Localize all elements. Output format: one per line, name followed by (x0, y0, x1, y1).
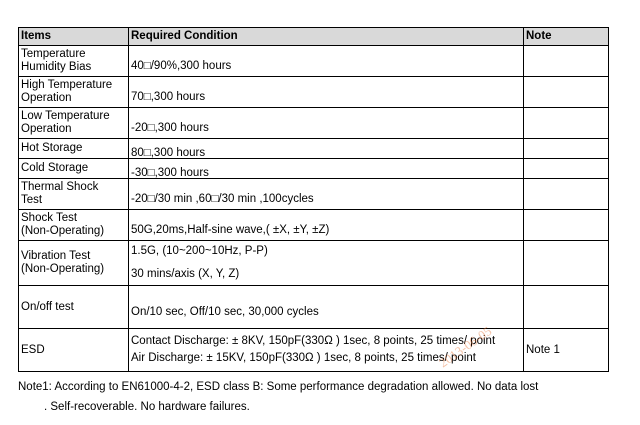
note-cell (524, 286, 609, 329)
condition-text: -20□/30 min ,60□/30 min ,100cycles (131, 192, 314, 205)
item-cell (19, 139, 129, 159)
item-cell (19, 46, 129, 77)
item-cell (19, 329, 129, 372)
condition-cell (129, 210, 524, 241)
condition-text: 50G,20ms,Half-sine wave,( ±X, ±Y, ±Z) (131, 223, 330, 236)
item-cell (19, 286, 129, 329)
condition-cell (129, 108, 524, 139)
item-label: Humidity Bias (21, 61, 92, 73)
note-cell (524, 46, 609, 77)
condition-text: 80□,300 hours (131, 147, 206, 159)
item-label: Test (21, 194, 43, 206)
condition-cell (129, 286, 524, 329)
reliability-test-table (18, 27, 609, 372)
item-cell (19, 179, 129, 210)
footnotes (18, 380, 628, 414)
condition-text: 70□,300 hours (131, 90, 206, 103)
item-label: Thermal Shock (21, 181, 99, 193)
table-row (19, 241, 609, 286)
item-cell (19, 159, 129, 179)
condition-cell (129, 329, 524, 372)
item-label: Operation (21, 123, 72, 135)
condition-text: 1.5G, (10~200~10Hz, P-P) (131, 245, 268, 257)
note-cell (524, 77, 609, 108)
condition-text: Contact Discharge: ± 8KV, 150pF(330Ω ) 1sec, 8 points, 25 times/ point (131, 335, 496, 347)
table-row (19, 210, 609, 241)
header-required-condition: Required Condition (129, 28, 524, 46)
footnote-line: Note1: According to EN61000-4-2, ESD class B: Some performance degradation allowed. No data lost (18, 381, 539, 393)
note-cell (524, 179, 609, 210)
item-cell (19, 77, 129, 108)
table-header-row (19, 28, 609, 46)
item-label: Temperature (21, 48, 86, 60)
header-items: Items (19, 28, 129, 46)
item-label: Vibration Test (21, 250, 91, 262)
header-note: Note (524, 28, 609, 46)
item-label: On/off test (21, 300, 74, 313)
condition-cell (129, 179, 524, 210)
table-row (19, 329, 609, 372)
item-label: High Temperature (21, 79, 113, 91)
watermark-stamp: 2013-06-05 (436, 323, 495, 371)
note-cell (524, 241, 609, 286)
table-row (19, 77, 609, 108)
condition-text: Air Discharge: ± 15KV, 150pF(330Ω ) 1sec, 8 points, 25 times/ point (131, 352, 476, 364)
table-row (19, 46, 609, 77)
note-cell (524, 210, 609, 241)
table-row (19, 286, 609, 329)
item-label: (Non-Operating) (21, 263, 105, 275)
condition-text: On/10 sec, Off/10 sec, 30,000 cycles (131, 305, 319, 318)
item-cell (19, 241, 129, 286)
condition-cell (129, 241, 524, 286)
condition-cell (129, 46, 524, 77)
condition-text: -30□,300 hours (131, 167, 209, 179)
footnote-line: . Self-recoverable. No hardware failures. (44, 401, 250, 413)
note-cell (524, 159, 609, 179)
note-cell (524, 139, 609, 159)
condition-text: 30 mins/axis (X, Y, Z) (131, 268, 240, 280)
item-cell (19, 108, 129, 139)
note-cell: Note 1 (524, 329, 609, 372)
table-row (19, 108, 609, 139)
table-row (19, 139, 609, 159)
item-label: (Non-Operating) (21, 225, 105, 237)
condition-cell (129, 159, 524, 179)
item-label: ESD (21, 343, 45, 356)
note-cell (524, 108, 609, 139)
condition-text: 40□/90%,300 hours (131, 59, 232, 72)
item-label: Operation (21, 92, 72, 104)
item-label: Shock Test (21, 212, 78, 224)
condition-text: -20□,300 hours (131, 121, 209, 134)
condition-cell (129, 77, 524, 108)
table-row (19, 159, 609, 179)
page-top-strip (0, 0, 640, 22)
item-label: Hot Storage (21, 142, 83, 154)
item-cell (19, 210, 129, 241)
item-label: Cold Storage (21, 162, 89, 174)
condition-cell (129, 139, 524, 159)
item-label: Low Temperature (21, 110, 110, 122)
table-row (19, 179, 609, 210)
